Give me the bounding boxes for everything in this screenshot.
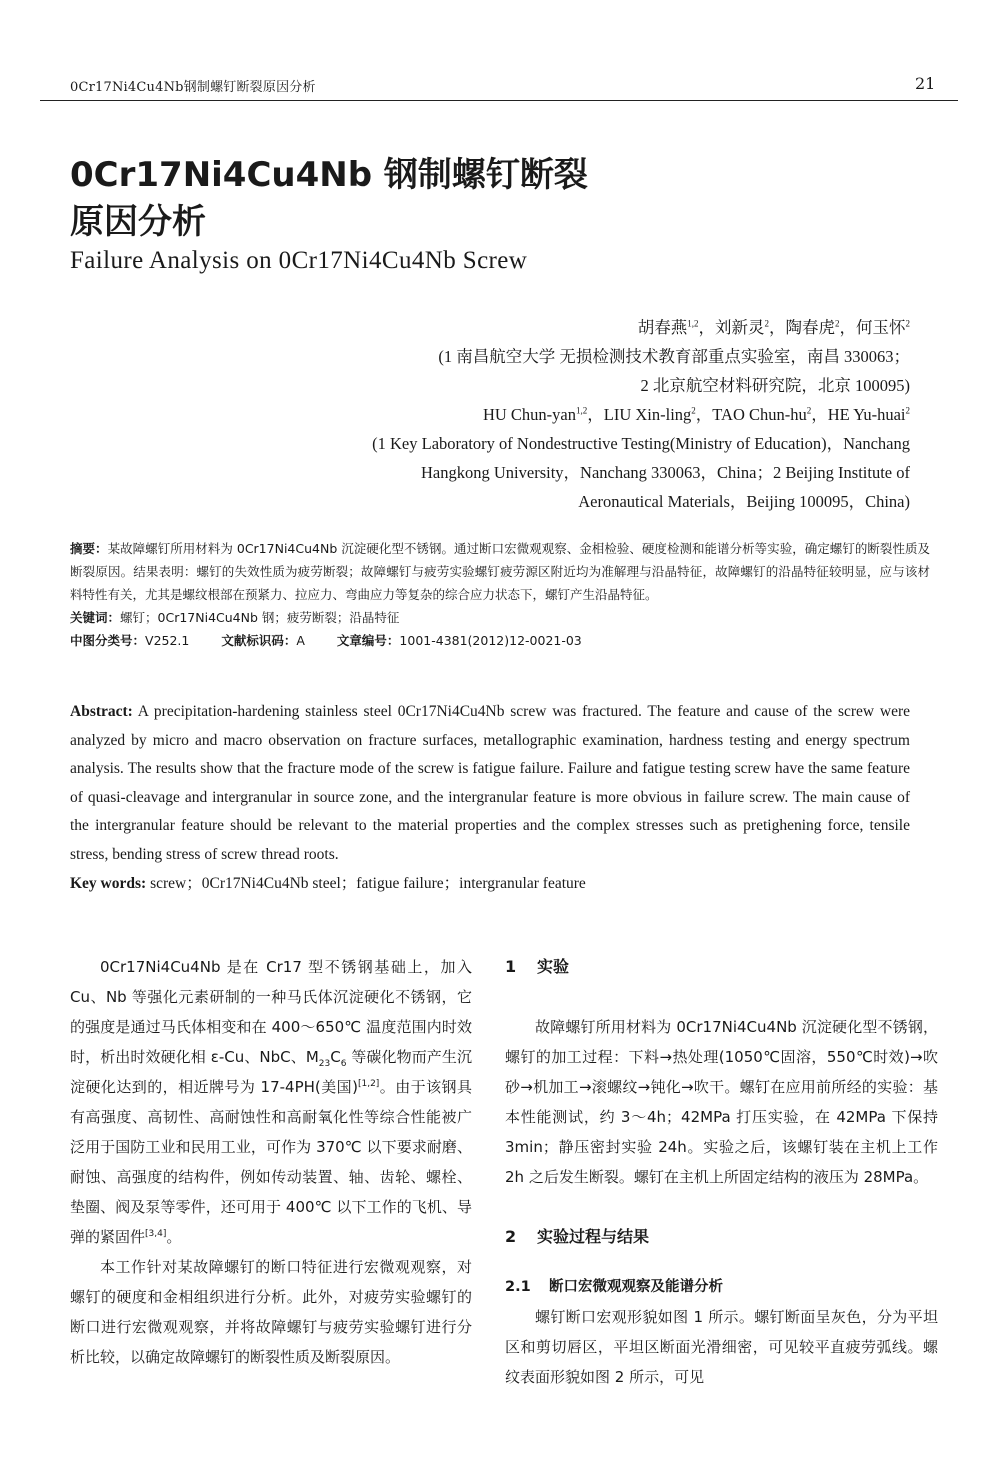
affiliation-en-1: (1 Key Laboratory of Nondestructive Testing(Ministry of Education)，Nanchang (372, 434, 910, 453)
abstract-zh: 摘要：某故障螺钉所用材料为 0Cr17Ni4Cu4Nb 沉淀硬化型不锈钢。通过断口宏微观观察、金相检验、硬度检测和能谱分析等实验，确定螺钉的断裂性质及断裂原因。结果表明：螺钉的失效性质为疲劳断裂；故障螺钉与疲劳实验螺钉疲劳源区附近均为准解理与沿晶特征，故障螺钉的沿晶特征较明显，应与该材料特性有关，尤其是螺纹根部在预紧力、拉应力、弯曲应力等复杂的综合应力状态下，螺钉产生沿晶特征。 (70, 541, 930, 602)
authors-en: HU Chun-yan$^{1,2}$，LIU Xin-ling$^2$，TAO Chun-$hu^2$，HE Yu-huai$^2$ (482, 405, 910, 424)
affiliation-en-3: Aeronautical Materials，Beijing 100095，China) (578, 492, 910, 511)
affiliation-zh-1: (1 南昌航空大学 无损检测技术教育部重点实验室，南昌 330063； (438, 347, 910, 366)
title-zh-line2: 原因分析 (70, 202, 206, 242)
body-right-column (505, 952, 938, 1392)
keywords-en: Key words: screw；0Cr17Ni4Cu4Nb steel；fatigue failure；intergranular feature (70, 874, 586, 892)
intro-paragraph-2: 本工作针对某故障螺钉的断口特征进行宏微观观察，对螺钉的硬度和金相组织进行分析。此外，对疲劳实验螺钉的断口进行宏微观观察，并将故障螺钉与疲劳实验螺钉进行分析比较，以确定故障螺钉的断裂性质及断裂原因。 (70, 1258, 472, 1366)
page-number: 21 (915, 74, 936, 93)
section-2-heading: 2 实验过程与结果 (505, 1227, 650, 1246)
classification-row: 中图分类号：V252.1 文献标识码：A 文章编号：1001-4381(2012)12-0021-03 (70, 633, 582, 648)
author-block (210, 313, 910, 516)
header-rule (40, 100, 958, 101)
title-english: Failure Analysis on 0Cr17Ni4Cu4Nb Screw (70, 247, 528, 274)
keywords-zh: 关键词：螺钉；0Cr17Ni4Cu4Nb 钢；疲劳断裂；沿晶特征 (70, 610, 400, 625)
affiliation-en-2: Hangkong University，Nanchang 330063，China；2 Beijing Institute of (421, 463, 910, 482)
abstract-english (70, 698, 910, 898)
title-zh-line1: 0Cr17Ni4Cu4Nb 钢制螺钉断裂 (70, 155, 588, 195)
title-chinese (70, 152, 770, 246)
authors-zh: 胡春燕$^{1,2}$，刘新灵$^2$，陶春虎$^2$，何玉怀$^2$ (637, 318, 910, 337)
intro-paragraph-1: 0Cr17Ni4Cu4Nb 是在 Cr17 型不锈钢基础上，加入 Cu、Nb 等强化元素研制的一种马氏体沉淀硬化不锈钢，它的强度是通过马氏体相变和在 400～650℃ 温度范围内时效时，析出时效硬化相 ε-Cu、NbC、$M_{23}C_6$ 等碳化物而产生沉淀硬化达到的，相近牌号为 17-4PH(美国)[1,2]。由于该钢具有高强度、高韧性、高耐蚀性和高耐氧化性等综合性能被广泛用于国防工业和民用工业，可作为 370℃ 以下要求耐磨、耐蚀、高强度的结构件，例如传动装置、轴、齿轮、螺栓、垫圈、阀及泵等零件，还可用于 400℃ 以下工作的飞机、导弹的紧固件[3,4]。 (70, 958, 472, 1246)
section-1-paragraph: 故障螺钉所用材料为 0Cr17Ni4Cu4Nb 沉淀硬化型不锈钢，螺钉的加工过程：下料→热处理(1050℃固溶，550℃时效)→吹砂→机加工→滚螺纹→钝化→吹干。螺钉在应用前所经的实验：基本性能测试，约 3～4h；42MPa 打压实验，在 42MPa 下保持 3min；静压密封实验 24h。实验之后，该螺钉装在主机上工作 2h 之后发生断裂。螺钉在主机上所固定结构的液压为 28MPa。 (505, 1018, 938, 1186)
running-title: 0Cr17Ni4Cu4Nb钢制螺钉断裂原因分析 (70, 80, 316, 95)
body-left-column (70, 952, 472, 1372)
section-1-heading: 1 实验 (505, 957, 570, 976)
section-2-1-paragraph: 螺钉断口宏观形貌如图 1 所示。螺钉断面呈灰色，分为平坦区和剪切唇区，平坦区断面光滑细密，可见较平直疲劳弧线。螺纹表面形貌如图 2 所示，可见 (505, 1308, 938, 1386)
affiliation-zh-2: 2 北京航空材料研究院，北京 100095) (640, 376, 910, 395)
chinese-abstract-block (70, 537, 930, 652)
section-2-1-heading: 2.1 断口宏微观观察及能谱分析 (505, 1279, 723, 1295)
abstract-en-text: Abstract: A precipitation-hardening stainless steel 0Cr17Ni4Cu4Nb screw was fractured. The feature and cause of the screw were analyzed by micro and macro observation on fracture surfaces, metallographic examination, hardness testing and energy spectrum analysis. The results show that the fracture mode of the screw is fatigue failure. Failure and fatigue testing screw have the same feature of quasi-cleavage and intergranular in source zone, and the intergranular feature is more obvious in failure screw. The main cause of the intergranular feature should be relevant to the material properties and the complex stresses such as pretighening force, tensile stress, bending stress of screw thread roots. (70, 703, 910, 863)
